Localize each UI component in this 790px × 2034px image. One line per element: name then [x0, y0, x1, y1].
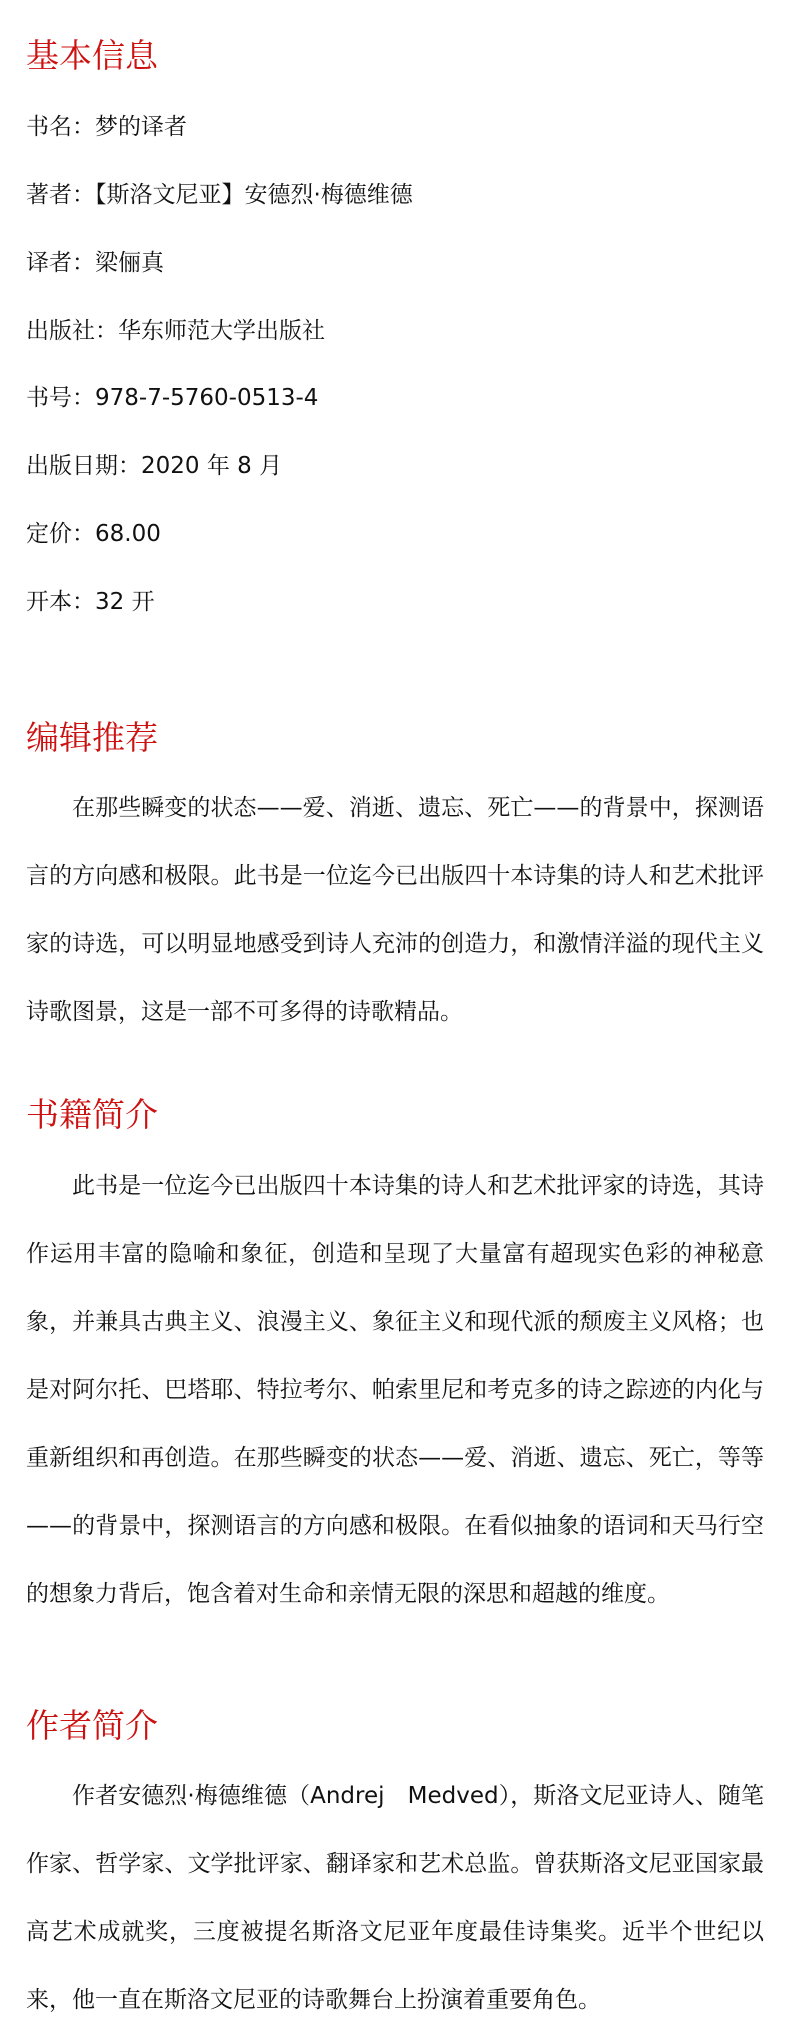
editor-recommendation-text: 在那些瞬变的状态——爱、消逝、遗忘、死亡——的背景中，探测语言的方向感和极限。此书是一位迄今已出版四十本诗集的诗人和艺术批评家的诗选，可以明显地感受到诗人充沛的创造力，和激情洋溢的现代主义诗歌图景，这是一部不可多得的诗歌精品。 — [26, 795, 764, 1025]
editor-recommendation-heading: 编辑推荐 — [26, 718, 158, 757]
info-price: 定价：68.00 — [26, 521, 161, 547]
author-intro-text: 作者安德烈·梅德维德（Andrej Medved），斯洛文尼亚诗人、随笔作家、哲学家、文学批评家、翻译家和艺术总监。曾获斯洛文尼亚国家最高艺术成就奖，三度被提名斯洛文尼亚年度最佳诗集奖。近半个世纪以来，他一直在斯洛文尼亚的诗歌舞台上扮演着重要角色。 — [26, 1783, 764, 2013]
basic-info-heading: 基本信息 — [26, 36, 158, 75]
info-publisher: 出版社：华东师范大学出版社 — [26, 318, 325, 344]
info-isbn: 书号：978-7-5760-0513-4 — [26, 385, 319, 411]
info-publish-date: 出版日期：2020 年 8 月 — [26, 453, 283, 479]
info-author: 著者：【斯洛文尼亚】安德烈·梅德维德 — [26, 182, 413, 208]
author-intro-heading: 作者简介 — [26, 1706, 158, 1745]
book-intro-text: 此书是一位迄今已出版四十本诗集的诗人和艺术批评家的诗选，其诗作运用丰富的隐喻和象征，创造和呈现了大量富有超现实色彩的神秘意象，并兼具古典主义、浪漫主义、象征主义和现代派的颓废主义风格；也是对阿尔托、巴塔耶、特拉考尔、帕索里尼和考克多的诗之踪迹的内化与重新组织和再创造。在那些瞬变的状态——爱、消逝、遗忘、死亡，等等——的背景中，探测语言的方向感和极限。在看似抽象的语词和天马行空的想象力背后，饱含着对生命和亲情无限的深思和超越的维度。 — [26, 1173, 764, 1607]
info-translator: 译者：梁俪真 — [26, 250, 164, 276]
info-format: 开本：32 开 — [26, 589, 155, 615]
info-title: 书名：梦的译者 — [26, 114, 187, 140]
book-intro-heading: 书籍简介 — [26, 1095, 158, 1134]
